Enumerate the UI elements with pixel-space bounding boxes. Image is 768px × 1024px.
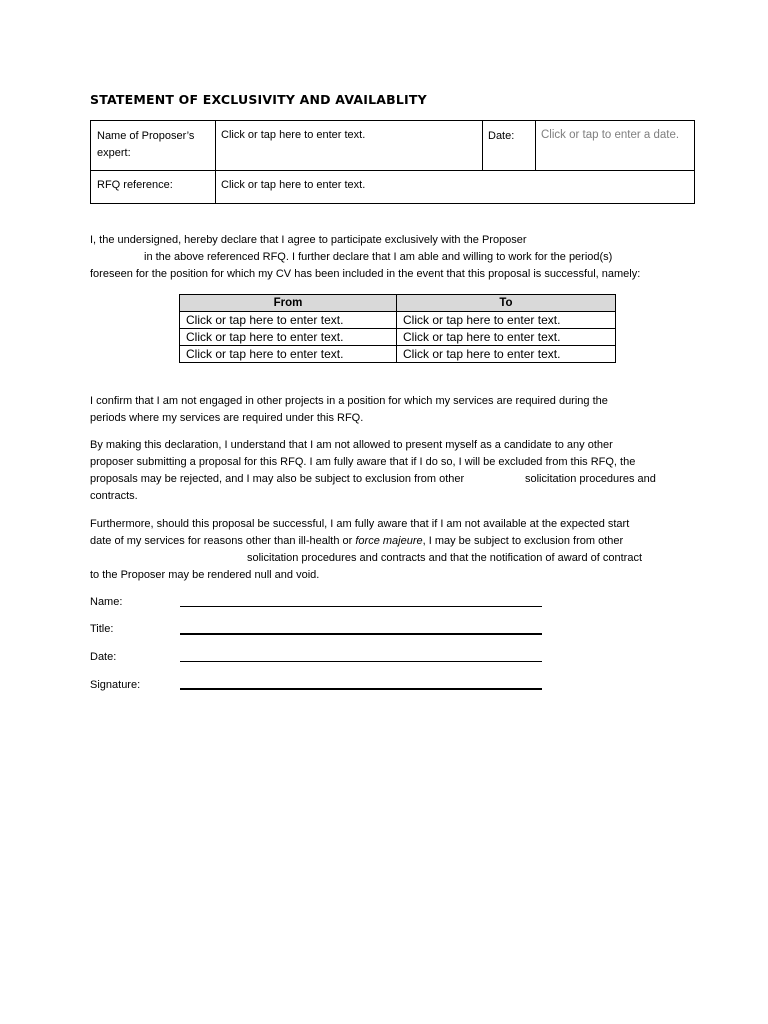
table-divider <box>215 170 216 204</box>
date-label-signature: Date: <box>90 651 117 663</box>
furthermore-line: solicitation procedures and contracts and that the notification of award of contract <box>247 552 643 564</box>
declaration-line: I, the undersigned, hereby declare that I agree to participate exclusively with the Proposer <box>90 234 527 246</box>
header-info-table <box>90 120 695 204</box>
force-majeure-text: force majeure <box>355 535 423 547</box>
declaration-line: in the above referenced RFQ. I further declare that I am able and willing to work for the period(s) <box>144 251 613 263</box>
table-divider <box>215 121 216 170</box>
table-divider <box>91 170 694 171</box>
date-picker-field[interactable]: Click or tap to enter a date. <box>541 129 680 141</box>
name-label: Name: <box>90 596 123 608</box>
expert-name-field[interactable]: Click or tap here to enter text. <box>221 129 366 141</box>
confirm-line: periods where my services are required under this RFQ. <box>90 412 364 424</box>
rfq-reference-field[interactable]: Click or tap here to enter text. <box>221 179 366 191</box>
availability-period-table <box>179 294 616 363</box>
understand-line: contracts. <box>90 490 138 502</box>
date-label: Date: <box>488 130 515 142</box>
understand-line: solicitation procedures and <box>525 473 656 485</box>
to-date-field[interactable]: Click or tap here to enter text. <box>397 329 616 346</box>
table-header-row <box>180 295 616 312</box>
document-title: STATEMENT OF EXCLUSIVITY AND AVAILABLITY <box>90 92 427 107</box>
name-signature-line[interactable] <box>180 606 542 607</box>
furthermore-line <box>90 533 623 550</box>
table-row <box>180 346 616 363</box>
declaration-line: foreseen for the position for which my CV has been included in the event that this proposal is successful, namely: <box>90 268 641 280</box>
title-signature-line[interactable] <box>180 633 542 635</box>
understand-line: proposer submitting a proposal for this RFQ. I am fully aware that if I do so, I will be excluded from this RFQ, the <box>90 456 636 468</box>
name-of-expert-label: Name of Proposer’s expert: <box>97 130 195 159</box>
table-divider <box>535 121 536 170</box>
table-row <box>180 312 616 329</box>
to-column-header: To <box>397 295 616 312</box>
from-date-field[interactable]: Click or tap here to enter text. <box>180 312 397 329</box>
title-label: Title: <box>90 623 114 635</box>
signature-line[interactable] <box>180 688 542 690</box>
from-column-header: From <box>180 295 397 312</box>
confirm-line: I confirm that I am not engaged in other projects in a position for which my services are required during the <box>90 395 608 407</box>
date-signature-line[interactable] <box>180 661 542 662</box>
rfq-reference-label: RFQ reference: <box>97 179 173 191</box>
signature-label: Signature: <box>90 679 141 691</box>
table-row <box>180 329 616 346</box>
furthermore-line: to the Proposer may be rendered null and void. <box>90 569 320 581</box>
furthermore-text: , I may be subject to exclusion from other <box>422 535 624 547</box>
furthermore-text: date of my services for reasons other than ill-health or <box>90 535 356 547</box>
furthermore-line: Furthermore, should this proposal be successful, I am fully aware that if I am not available at the expected start <box>90 518 630 530</box>
to-date-field[interactable]: Click or tap here to enter text. <box>397 312 616 329</box>
understand-line: proposals may be rejected, and I may also be subject to exclusion from other <box>90 473 465 485</box>
to-date-field[interactable]: Click or tap here to enter text. <box>397 346 616 363</box>
from-date-field[interactable]: Click or tap here to enter text. <box>180 346 397 363</box>
understand-line: By making this declaration, I understand that I am not allowed to present myself as a candidate to any other <box>90 439 613 451</box>
table-divider <box>482 121 483 170</box>
from-date-field[interactable]: Click or tap here to enter text. <box>180 329 397 346</box>
